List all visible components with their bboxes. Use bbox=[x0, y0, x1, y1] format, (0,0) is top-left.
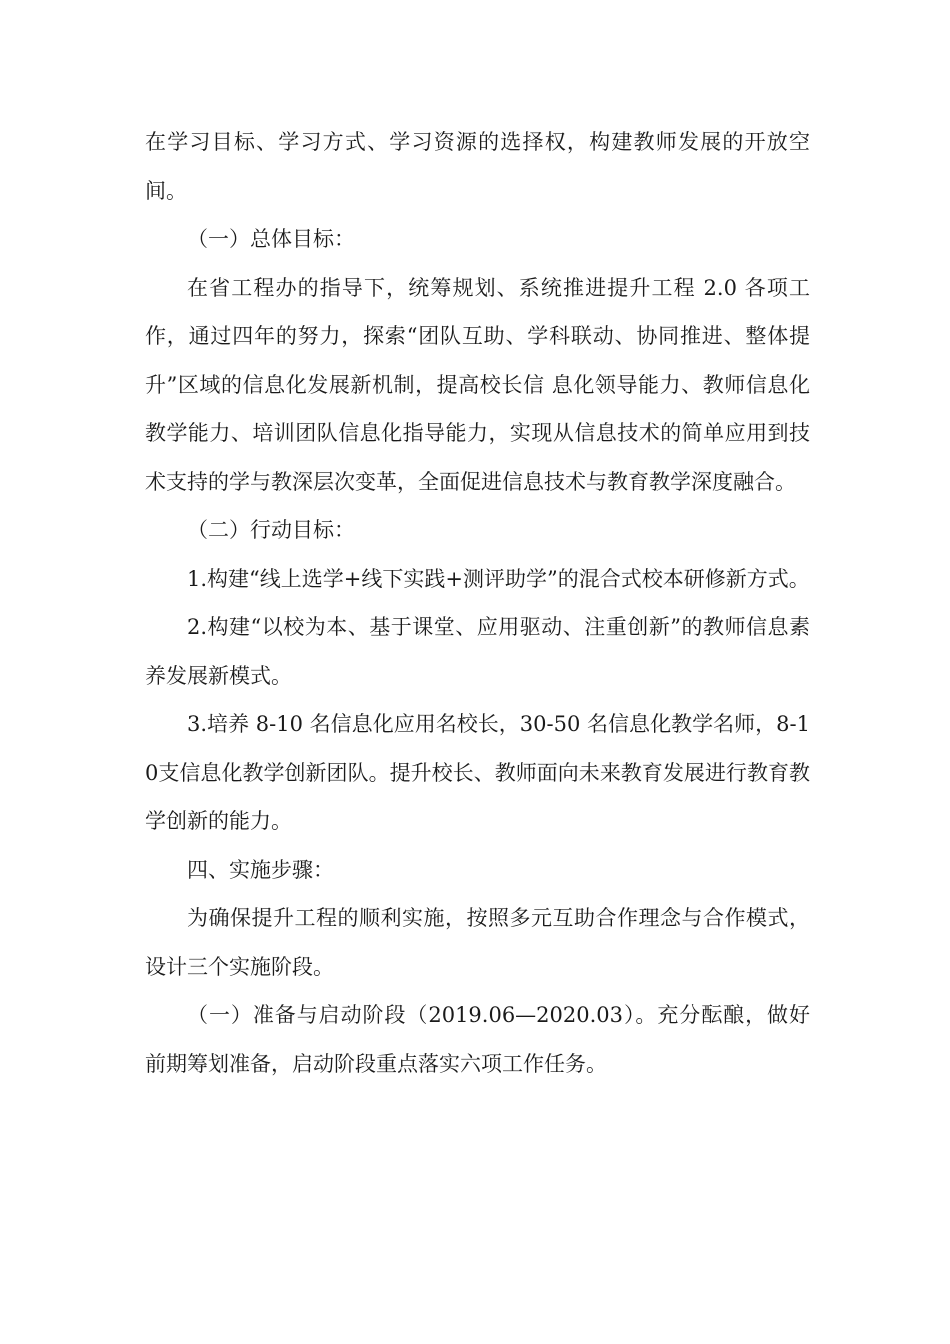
document-body bbox=[145, 118, 810, 1088]
paragraph-overall-goal: 在省工程办的指导下，统筹规划、系统推进提升工程 2.0 各项工作，通过四年的努力，探索“团队互助、学科联动、协同推进、整体提升”区域的信息化发展新机制，提高校长信 息化领导能力、教师信息化教学能力、培训团队信息化指导能力，实现从信息技术的简单应用到技术支持的学与教深层次变革，全面促进信息技术与教育教学深度融合。 bbox=[145, 275, 810, 494]
heading-action-goal: （二）行动目标： bbox=[187, 518, 355, 542]
paragraph-continuation: 在学习目标、学习方式、学习资源的选择权，构建教师发展的开放空间。 bbox=[145, 130, 810, 203]
action-goal-item-1: 1.构建“线上选学+线下实践+测评助学”的混合式校本研修新方式。 bbox=[187, 566, 810, 591]
heading-implementation-steps: 四、实施步骤： bbox=[187, 857, 334, 882]
paragraph-phase-1: （一）准备与启动阶段（2019.06—2020.03）。充分酝酿，做好前期筹划准备，启动阶段重点落实六项工作任务。 bbox=[145, 1003, 810, 1076]
action-goal-item-2: 2.构建“以校为本、基于课堂、应用驱动、注重创新”的教师信息素养发展新模式。 bbox=[145, 615, 810, 688]
action-goal-item-3: 3.培养 8-10 名信息化应用名校长，30-50 名信息化教学名师，8-10支信息化教学创新团队。提升校长、教师面向未来教育发展进行教育教学创新的能力。 bbox=[145, 712, 810, 833]
heading-overall-goal: （一）总体目标： bbox=[187, 227, 355, 251]
paragraph-implementation-intro: 为确保提升工程的顺利实施，按照多元互助合作理念与合作模式，设计三个实施阶段。 bbox=[145, 906, 810, 979]
